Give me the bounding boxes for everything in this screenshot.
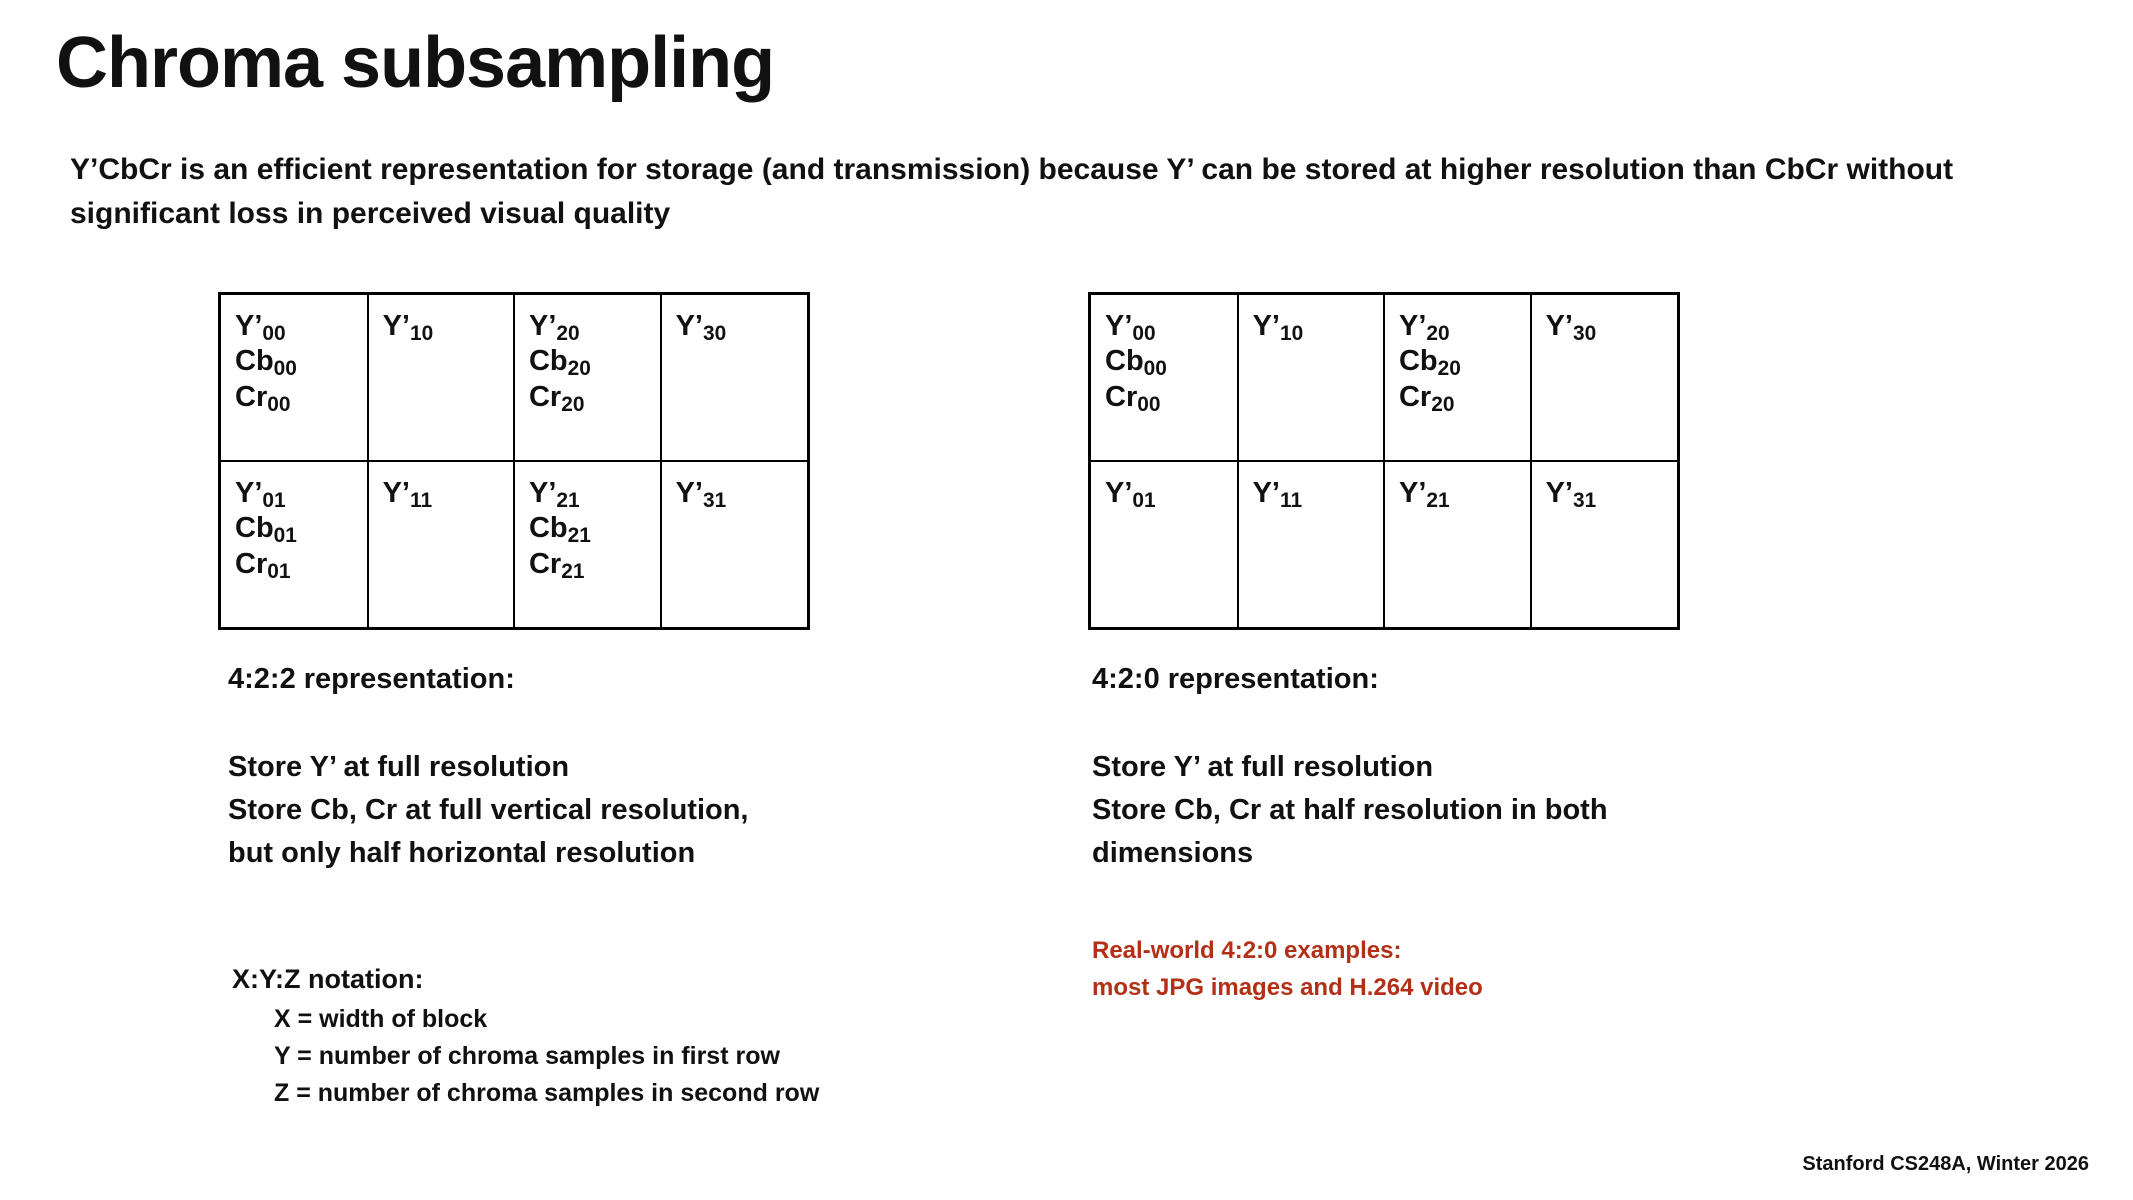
- chroma-sample-label: $Cr_{21}$: [528, 547, 585, 583]
- chroma-sample-label: $Y’_{31}$: [675, 477, 727, 512]
- grid-420-cell: [1238, 461, 1384, 627]
- grid-420-row: [1091, 461, 1677, 627]
- chroma-sample-label: $Cr_{20}$: [1398, 380, 1455, 416]
- grid-422-row: [221, 295, 807, 461]
- notation-title: X:Y:Z notation:: [232, 964, 424, 994]
- chroma-sample-label: $Y’_{10}$: [1252, 310, 1304, 345]
- chroma-sample-label: $Cr_{01}$: [235, 547, 291, 583]
- chroma-sample-label: $Y’_{30}$: [1545, 310, 1597, 345]
- chroma-sample-label: $Y’_{01}$: [1105, 477, 1156, 512]
- grid-420-cell: [1531, 295, 1677, 461]
- chroma-grid-422: [218, 292, 810, 630]
- chroma-sample-label: $Y’_{21}$: [1398, 477, 1450, 512]
- notation-y: Y = number of chroma samples in first row: [274, 1042, 780, 1070]
- chroma-sample-label: $Cr_{20}$: [528, 380, 585, 416]
- chroma-grid-420-table: [1091, 295, 1677, 627]
- grid-422-cell: [661, 461, 807, 627]
- description-420-line-1: Store Y’ at full resolution: [1092, 751, 1434, 783]
- grid-420-cell: [1384, 295, 1531, 461]
- chroma-sample-label: $Cr_{00}$: [1105, 380, 1161, 416]
- chroma-sample-label: $Cb_{20}$: [528, 345, 591, 381]
- slide-footer: Stanford CS248A, Winter 2026: [1802, 1153, 2089, 1175]
- chroma-sample-label: $Y’_{20}$: [1398, 310, 1450, 345]
- description-420: [1092, 746, 1772, 875]
- notation-z: Z = number of chroma samples in second row: [274, 1079, 820, 1107]
- description-422-line-2: Store Cb, Cr at full vertical resolution,: [228, 793, 749, 826]
- grid-420-cell: [1091, 461, 1238, 627]
- grid-422-cell: [221, 461, 368, 627]
- chroma-sample-label: $Y’_{20}$: [528, 310, 580, 345]
- grid-422-cell: [221, 295, 368, 461]
- heading-422: 4:2:2 representation:: [228, 663, 515, 695]
- notation-x: X = width of block: [274, 1005, 488, 1033]
- chroma-sample-label: $Y’_{31}$: [1545, 477, 1597, 512]
- chroma-grid-420: [1088, 292, 1680, 630]
- description-422-line-3: but only half horizontal resolution: [228, 836, 696, 869]
- real-world-examples-line-2: most JPG images and H.264 video: [1092, 974, 1483, 1002]
- chroma-sample-label: $Y’_{11}$: [1252, 477, 1303, 512]
- chroma-sample-label: $Cr_{00}$: [235, 380, 291, 416]
- chroma-sample-label: $Cb_{00}$: [1105, 345, 1167, 381]
- chroma-sample-label: $Y’_{11}$: [382, 477, 433, 512]
- grid-422-cell: [514, 295, 661, 461]
- grid-422-cell: [514, 461, 661, 627]
- grid-420-row: [1091, 295, 1677, 461]
- chroma-sample-label: $Y’_{10}$: [382, 310, 434, 345]
- grid-422-cell: [661, 295, 807, 461]
- slide-subtitle: Y’CbCr is an efficient representation for storage (and transmission) because Y’ can be stored at higher resolution than CbCr without significant loss in perceived visual quality: [70, 153, 1954, 230]
- chroma-sample-label: $Cb_{21}$: [528, 512, 591, 548]
- chroma-sample-label: $Y’_{21}$: [528, 477, 580, 512]
- description-420-line-3: dimensions: [1092, 836, 1254, 869]
- grid-422-row: [221, 461, 807, 627]
- description-422: [228, 746, 928, 875]
- heading-420: 4:2:0 representation:: [1092, 663, 1379, 695]
- real-world-examples: [1092, 932, 1792, 1006]
- grid-422-cell: [368, 461, 514, 627]
- description-422-line-1: Store Y’ at full resolution: [228, 751, 570, 783]
- grid-420-cell: [1531, 461, 1677, 627]
- chroma-grid-422-table: [221, 295, 807, 627]
- grid-420-cell: [1091, 295, 1238, 461]
- chroma-sample-label: $Cb_{01}$: [235, 512, 297, 548]
- grid-420-cell: [1384, 461, 1531, 627]
- notation-block: [232, 966, 819, 1118]
- chroma-sample-label: $Y’_{00}$: [1105, 310, 1156, 345]
- chroma-sample-label: $Cb_{00}$: [235, 345, 297, 381]
- page-title: Chroma subsampling: [56, 23, 775, 103]
- description-420-line-2: Store Cb, Cr at half resolution in both: [1092, 793, 1608, 826]
- chroma-sample-label: $Y’_{30}$: [675, 310, 727, 345]
- chroma-sample-label: $Cb_{20}$: [1398, 345, 1461, 381]
- grid-420-cell: [1238, 295, 1384, 461]
- real-world-examples-line-1: Real-world 4:2:0 examples:: [1092, 937, 1402, 964]
- chroma-sample-label: $Y’_{00}$: [235, 310, 286, 345]
- grid-422-cell: [368, 295, 514, 461]
- chroma-sample-label: $Y’_{01}$: [235, 477, 286, 512]
